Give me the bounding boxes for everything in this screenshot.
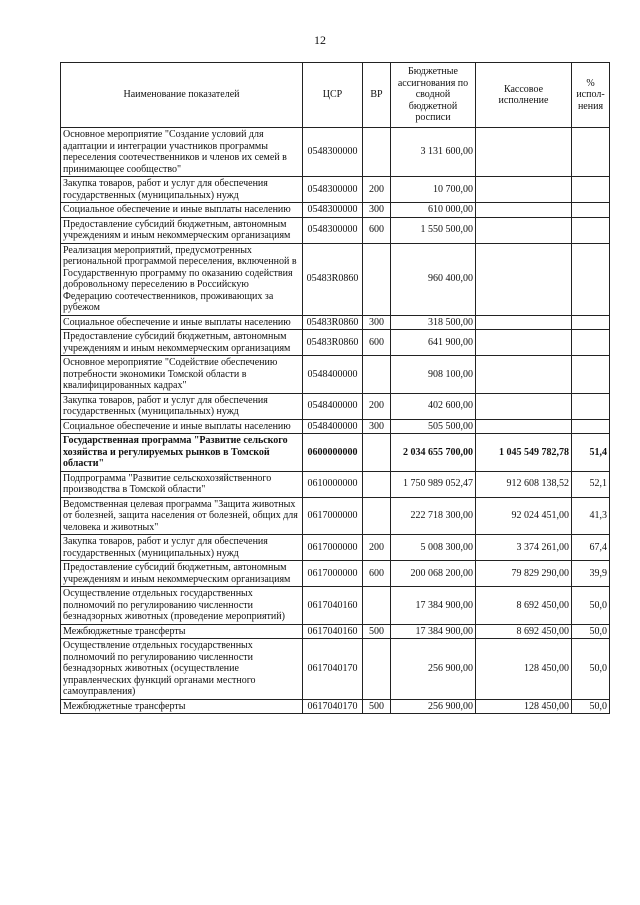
cell-csr: 0617040160 bbox=[303, 624, 363, 639]
cell-percent bbox=[572, 393, 610, 419]
table-row bbox=[61, 699, 610, 714]
cell-percent bbox=[572, 177, 610, 203]
cell-cash bbox=[476, 243, 572, 315]
cell-vr: 600 bbox=[363, 561, 391, 587]
header-csr: ЦСР bbox=[303, 63, 363, 128]
cell-csr: 05483R0860 bbox=[303, 330, 363, 356]
table-row bbox=[61, 356, 610, 394]
cell-percent bbox=[572, 217, 610, 243]
cell-percent bbox=[572, 243, 610, 315]
cell-budget: 17 384 900,00 bbox=[391, 624, 476, 639]
cell-vr bbox=[363, 639, 391, 700]
cell-vr: 600 bbox=[363, 330, 391, 356]
table-row bbox=[61, 177, 610, 203]
cell-name: Межбюджетные трансферты bbox=[61, 624, 303, 639]
cell-vr: 200 bbox=[363, 535, 391, 561]
cell-cash bbox=[476, 128, 572, 177]
cell-csr: 0610000000 bbox=[303, 471, 363, 497]
cell-vr bbox=[363, 497, 391, 535]
cell-budget: 641 900,00 bbox=[391, 330, 476, 356]
table-row bbox=[61, 497, 610, 535]
table-row bbox=[61, 128, 610, 177]
cell-csr: 0548400000 bbox=[303, 356, 363, 394]
cell-name: Закупка товаров, работ и услуг для обеспечения государственных (муниципальных) нужд bbox=[61, 177, 303, 203]
cell-budget: 200 068 200,00 bbox=[391, 561, 476, 587]
header-percent: % испол-нения bbox=[572, 63, 610, 128]
cell-name: Основное мероприятие "Создание условий для адаптации и интеграции участников программы переселения соотечественников и членов их семей в принимающее сообщество" bbox=[61, 128, 303, 177]
cell-budget: 1 750 989 052,47 bbox=[391, 471, 476, 497]
cell-budget: 610 000,00 bbox=[391, 203, 476, 218]
cell-budget: 3 131 600,00 bbox=[391, 128, 476, 177]
cell-name: Предоставление субсидий бюджетным, автономным учреждениям и иным некоммерческим организациям bbox=[61, 561, 303, 587]
cell-budget: 2 034 655 700,00 bbox=[391, 434, 476, 472]
table-row bbox=[61, 217, 610, 243]
cell-percent: 50,0 bbox=[572, 587, 610, 625]
cell-vr: 200 bbox=[363, 177, 391, 203]
table-row bbox=[61, 561, 610, 587]
cell-cash bbox=[476, 177, 572, 203]
cell-budget: 402 600,00 bbox=[391, 393, 476, 419]
cell-csr: 0617040170 bbox=[303, 699, 363, 714]
cell-budget: 318 500,00 bbox=[391, 315, 476, 330]
cell-name: Предоставление субсидий бюджетным, автономным учреждениям и иным некоммерческим организациям bbox=[61, 330, 303, 356]
cell-csr: 0548300000 bbox=[303, 177, 363, 203]
cell-name: Подпрограмма "Развитие сельскохозяйственного производства в Томской области" bbox=[61, 471, 303, 497]
header-vr: ВР bbox=[363, 63, 391, 128]
cell-percent: 39,9 bbox=[572, 561, 610, 587]
cell-percent bbox=[572, 419, 610, 434]
cell-cash: 8 692 450,00 bbox=[476, 587, 572, 625]
header-name: Наименование показателей bbox=[61, 63, 303, 128]
cell-csr: 0548400000 bbox=[303, 393, 363, 419]
cell-cash bbox=[476, 419, 572, 434]
cell-name: Предоставление субсидий бюджетным, автономным учреждениям и иным некоммерческим организациям bbox=[61, 217, 303, 243]
table-row bbox=[61, 624, 610, 639]
cell-cash: 92 024 451,00 bbox=[476, 497, 572, 535]
cell-name: Основное мероприятие "Содействие обеспечению потребности экономики Томской области в квалифицированных кадрах" bbox=[61, 356, 303, 394]
cell-name: Государственная программа "Развитие сельского хозяйства и регулируемых рынков в Томской области" bbox=[61, 434, 303, 472]
cell-budget: 960 400,00 bbox=[391, 243, 476, 315]
cell-percent: 50,0 bbox=[572, 624, 610, 639]
cell-budget: 10 700,00 bbox=[391, 177, 476, 203]
cell-percent: 41,3 bbox=[572, 497, 610, 535]
cell-csr: 0617000000 bbox=[303, 535, 363, 561]
cell-percent: 50,0 bbox=[572, 699, 610, 714]
header-budget: Бюджетные ассигнования по сводной бюджетной росписи bbox=[391, 63, 476, 128]
table-row bbox=[61, 315, 610, 330]
cell-name: Закупка товаров, работ и услуг для обеспечения государственных (муниципальных) нужд bbox=[61, 535, 303, 561]
table-header-row bbox=[61, 63, 610, 128]
cell-percent: 67,4 bbox=[572, 535, 610, 561]
cell-name: Ведомственная целевая программа "Защита животных от болезней, защита населения от болезней, общих для человека и животных" bbox=[61, 497, 303, 535]
cell-cash bbox=[476, 203, 572, 218]
cell-cash: 128 450,00 bbox=[476, 639, 572, 700]
cell-csr: 0548300000 bbox=[303, 203, 363, 218]
cell-percent: 50,0 bbox=[572, 639, 610, 700]
cell-csr: 0617000000 bbox=[303, 497, 363, 535]
cell-vr: 300 bbox=[363, 419, 391, 434]
cell-budget: 17 384 900,00 bbox=[391, 587, 476, 625]
table-body bbox=[61, 128, 610, 714]
cell-budget: 256 900,00 bbox=[391, 639, 476, 700]
cell-name: Реализация мероприятий, предусмотренных региональной программой переселения, включенной в Государственную программу по оказанию содействия добровольному переселению в Российскую Федерацию соотечественников, проживающих за рубежом bbox=[61, 243, 303, 315]
table-row bbox=[61, 330, 610, 356]
cell-budget: 908 100,00 bbox=[391, 356, 476, 394]
cell-vr: 200 bbox=[363, 393, 391, 419]
cell-csr: 0617040160 bbox=[303, 587, 363, 625]
budget-execution-table bbox=[60, 62, 610, 714]
cell-csr: 0617040170 bbox=[303, 639, 363, 700]
cell-percent bbox=[572, 128, 610, 177]
cell-percent bbox=[572, 315, 610, 330]
table-row bbox=[61, 535, 610, 561]
cell-cash: 3 374 261,00 bbox=[476, 535, 572, 561]
cell-name: Закупка товаров, работ и услуг для обеспечения государственных (муниципальных) нужд bbox=[61, 393, 303, 419]
cell-percent bbox=[572, 203, 610, 218]
cell-vr bbox=[363, 587, 391, 625]
table-row bbox=[61, 203, 610, 218]
table-row bbox=[61, 639, 610, 700]
cell-percent bbox=[572, 356, 610, 394]
cell-vr bbox=[363, 471, 391, 497]
cell-vr: 300 bbox=[363, 315, 391, 330]
cell-csr: 0617000000 bbox=[303, 561, 363, 587]
cell-cash: 1 045 549 782,78 bbox=[476, 434, 572, 472]
cell-name: Социальное обеспечение и иные выплаты населению bbox=[61, 315, 303, 330]
cell-cash bbox=[476, 217, 572, 243]
cell-cash: 79 829 290,00 bbox=[476, 561, 572, 587]
table-row bbox=[61, 393, 610, 419]
cell-cash: 128 450,00 bbox=[476, 699, 572, 714]
cell-budget: 1 550 500,00 bbox=[391, 217, 476, 243]
cell-name: Социальное обеспечение и иные выплаты населению bbox=[61, 419, 303, 434]
cell-csr: 0600000000 bbox=[303, 434, 363, 472]
cell-budget: 5 008 300,00 bbox=[391, 535, 476, 561]
cell-name: Осуществление отдельных государственных полномочий по регулированию численности безнадзорных животных (проведение мероприятий) bbox=[61, 587, 303, 625]
table-row bbox=[61, 434, 610, 472]
cell-csr: 0548300000 bbox=[303, 128, 363, 177]
cell-cash bbox=[476, 315, 572, 330]
cell-vr bbox=[363, 434, 391, 472]
cell-csr: 0548300000 bbox=[303, 217, 363, 243]
table-row bbox=[61, 587, 610, 625]
table-row bbox=[61, 471, 610, 497]
cell-vr: 600 bbox=[363, 217, 391, 243]
cell-percent: 52,1 bbox=[572, 471, 610, 497]
cell-name: Межбюджетные трансферты bbox=[61, 699, 303, 714]
cell-budget: 256 900,00 bbox=[391, 699, 476, 714]
cell-cash bbox=[476, 393, 572, 419]
cell-budget: 222 718 300,00 bbox=[391, 497, 476, 535]
cell-vr: 500 bbox=[363, 624, 391, 639]
cell-cash: 8 692 450,00 bbox=[476, 624, 572, 639]
cell-vr: 500 bbox=[363, 699, 391, 714]
table-row bbox=[61, 419, 610, 434]
cell-percent bbox=[572, 330, 610, 356]
cell-vr: 300 bbox=[363, 203, 391, 218]
cell-csr: 0548400000 bbox=[303, 419, 363, 434]
page-number: 12 bbox=[314, 33, 326, 47]
cell-budget: 505 500,00 bbox=[391, 419, 476, 434]
cell-name: Социальное обеспечение и иные выплаты населению bbox=[61, 203, 303, 218]
cell-percent: 51,4 bbox=[572, 434, 610, 472]
cell-vr bbox=[363, 356, 391, 394]
cell-name: Осуществление отдельных государственных полномочий по регулированию численности безнадзорных животных (осуществление управленческих функций органами местного самоуправления) bbox=[61, 639, 303, 700]
table-row bbox=[61, 243, 610, 315]
cell-cash: 912 608 138,52 bbox=[476, 471, 572, 497]
cell-cash bbox=[476, 330, 572, 356]
cell-vr bbox=[363, 128, 391, 177]
cell-cash bbox=[476, 356, 572, 394]
cell-csr: 05483R0860 bbox=[303, 315, 363, 330]
cell-csr: 05483R0860 bbox=[303, 243, 363, 315]
header-cash: Кассовое исполнение bbox=[476, 63, 572, 128]
cell-vr bbox=[363, 243, 391, 315]
